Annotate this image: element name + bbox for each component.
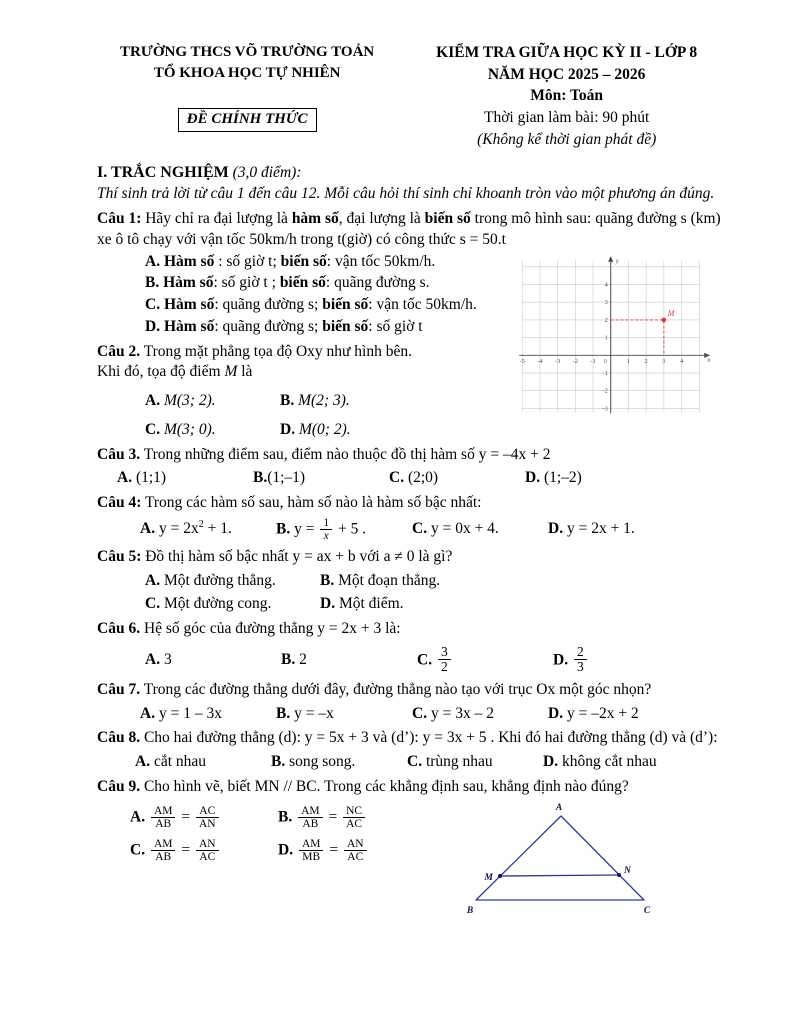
fraction: $\frac{2}{3}$	[574, 645, 587, 675]
section-title: I. TRẮC NGHIỆM	[97, 164, 229, 182]
option-a: A. $\frac{AM}{AB}$ = $\frac{AC}{AN}$	[130, 805, 278, 831]
question-8-text: Câu 8. Cho hai đường thẳng (d): y = 5x + 3 và (d’): y = 3x + 5 . Khi đó hai đường thẳng (d) và (d’):	[97, 729, 718, 747]
question-6-text: Câu 6. Hệ số góc của đường thẳng y = 2x + 3 là:	[97, 620, 401, 638]
option-c: C. $\frac{AM}{AB}$ = $\frac{AN}{AC}$	[130, 838, 278, 864]
question-6-options	[145, 643, 736, 676]
fraction: $\frac{AM}{AB}$	[151, 805, 176, 831]
triangle-diagram	[446, 800, 676, 918]
question-5-text: Câu 5: Đồ thị hàm số bậc nhất y = ax + b với a ≠ 0 là gì?	[97, 547, 453, 565]
coordinate-grid-figure	[514, 253, 736, 435]
option-c: C. y = 0x + 4.	[412, 520, 499, 538]
question-3-label: Câu 3.	[97, 445, 141, 463]
fraction: $\frac{AN}{AC}$	[344, 838, 367, 864]
point-m-label: M	[667, 308, 675, 318]
option-a: A. Hàm số : số giờ t; biến số: vận tốc 50km/h.	[145, 252, 436, 270]
department-name: TỔ KHOA HỌC TỰ NHIÊN	[153, 65, 341, 81]
svg-text:4: 4	[679, 357, 684, 365]
svg-text:-4: -4	[537, 357, 543, 365]
fraction: $\frac{NC}{AC}$	[343, 805, 365, 831]
option-a: A. (1;1)	[117, 469, 167, 487]
fraction: $\frac{AM}{MB}$	[299, 838, 324, 864]
coordinate-grid	[514, 253, 736, 435]
question-8	[97, 728, 736, 773]
point-n-label: N	[624, 865, 631, 876]
svg-text:2: 2	[604, 316, 608, 324]
option-c: C. M(3; 0).	[145, 420, 216, 438]
question-8-label: Câu 8.	[97, 729, 141, 747]
option-b: B.(1;–1)	[253, 469, 306, 487]
option-b: B. Hàm số: số giờ t ; biến số: quãng đường s.	[145, 274, 430, 292]
exam-title: KIỂM TRA GIỮA HỌC KỲ II - LỚP 8	[436, 44, 698, 61]
question-9	[97, 777, 736, 918]
svg-text:1: 1	[626, 357, 631, 365]
question-1-text: Câu 1: Hãy chỉ ra đại lượng là hàm số, đại lượng là biến số trong mô hình sau: quãng đường s (km) xe ô tô chạy với vận tốc 50km/h trong t(giờ) có công thức s = 50.t	[97, 209, 721, 248]
option-d: D. không cắt nhau	[543, 753, 657, 771]
option-a: A. M(3; 2).	[145, 392, 216, 410]
question-7-text: Câu 7. Trong các đường thẳng dưới đây, đường thẳng nào tạo với trục Ox một góc nhọn?	[97, 680, 652, 698]
option-b: B. Một đoạn thẳng.	[320, 571, 441, 589]
option-a: A. $y = 2x^2 + 1$.	[140, 519, 232, 538]
svg-text:-3: -3	[602, 404, 608, 412]
fraction: $\frac{3}{2}$	[438, 645, 451, 675]
option-b: B. 2	[281, 651, 307, 669]
option-d: D. $\frac{2}{3}$	[553, 646, 589, 676]
question-4-options	[140, 517, 736, 543]
question-2-label: Câu 2.	[97, 342, 141, 360]
option-a: A. y = 1 – 3x	[140, 704, 222, 722]
option-c: C. $\frac{3}{2}$	[417, 646, 553, 676]
school-year: NĂM HỌC 2025 – 2026	[487, 65, 646, 83]
option-d: D. y = –2x + 2	[548, 704, 639, 722]
question-6	[97, 619, 736, 676]
fraction: $\frac{AM}{AB}$	[298, 805, 323, 831]
option-d: D. M(0; 2).	[280, 420, 351, 438]
question-5	[97, 547, 736, 615]
question-7-label: Câu 7.	[97, 680, 141, 698]
exam-info-block	[397, 42, 736, 150]
duration-note: (Không kể thời gian phát đề)	[477, 130, 657, 148]
svg-text:2: 2	[644, 357, 648, 365]
question-3	[97, 445, 736, 490]
svg-text:-2: -2	[572, 357, 578, 365]
point-m-dot	[498, 874, 502, 878]
vertex-c-label: C	[643, 905, 651, 916]
triangle-labels	[466, 803, 651, 916]
option-a: A. Một đường thẳng.	[145, 571, 276, 589]
point-m-dot	[662, 317, 667, 322]
question-7	[97, 680, 736, 725]
option-c: C. y = 3x – 2	[412, 704, 494, 722]
duration-line: Thời gian làm bài: 90 phút	[483, 109, 650, 127]
question-4-text: Câu 4: Trong các hàm số sau, hàm số nào là hàm số bậc nhất:	[97, 494, 482, 512]
option-d: D. (1;–2)	[525, 469, 582, 487]
question-9-options-row2	[130, 838, 440, 864]
question-5-options-row1	[145, 571, 736, 592]
question-4	[97, 493, 736, 543]
y-axis-label: y	[615, 255, 619, 265]
option-b: B. $\frac{AM}{AB}$ = $\frac{NC}{AC}$	[278, 805, 426, 831]
fraction: $\frac{1}{x}$	[320, 517, 332, 543]
question-2-text-line2: Khi đó, tọa độ điểm M là	[97, 363, 253, 381]
option-a: A. 3	[145, 651, 172, 669]
option-c: C. (2;0)	[389, 469, 439, 487]
point-n-dot	[617, 873, 621, 877]
question-9-options-row1	[130, 805, 440, 831]
question-2-text-line1: Câu 2. Trong mặt phẳng tọa độ Oxy như hình bên.	[97, 342, 412, 360]
segment-mn	[500, 875, 619, 876]
x-tick-labels	[520, 358, 684, 365]
x-axis-label: x	[707, 354, 711, 364]
svg-text:-1: -1	[602, 369, 608, 377]
option-d: D. Hàm số: quãng đường s; biến số: số giờ t	[145, 317, 423, 335]
fraction: $\frac{AM}{AB}$	[151, 838, 176, 864]
option-a: A. cắt nhau	[135, 753, 207, 771]
svg-text:4: 4	[604, 280, 608, 288]
section-points: (3,0 điểm):	[232, 164, 302, 182]
svg-text:1: 1	[604, 334, 608, 342]
question-2-options-row1	[145, 391, 508, 412]
subject-line: Môn: Toán	[530, 87, 604, 105]
fraction: $\frac{AC}{AN}$	[196, 805, 219, 831]
exam-header	[97, 42, 736, 150]
origin-label: 0	[603, 357, 607, 365]
option-b: B. y = $\frac{1}{x}$ + 5 .	[276, 516, 367, 543]
option-d: D. Một điểm.	[320, 595, 404, 613]
question-3-text: Câu 3. Trong những điểm sau, điểm nào thuộc đồ thị hàm số y = –4x + 2	[97, 445, 551, 463]
question-5-options-row2	[145, 594, 736, 615]
question-3-options	[117, 468, 736, 489]
question-5-label: Câu 5:	[97, 547, 142, 565]
y-tick-labels	[602, 281, 608, 412]
option-d: D. y = 2x + 1.	[548, 520, 635, 538]
question-4-label: Câu 4:	[97, 494, 142, 512]
official-exam-stamp: ĐỀ CHÍNH THỨC	[178, 108, 317, 132]
option-b: B. y = –x	[276, 704, 334, 722]
svg-text:3: 3	[662, 357, 666, 365]
question-1-label: Câu 1:	[97, 209, 142, 227]
option-b: B. song song.	[271, 753, 356, 771]
option-c: C. Một đường cong.	[145, 595, 272, 613]
fraction: $\frac{AN}{AC}$	[196, 838, 219, 864]
svg-text:3: 3	[604, 298, 608, 306]
svg-text:-5: -5	[519, 357, 525, 365]
triangle-abc	[476, 816, 644, 900]
option-c: C. trùng nhau	[407, 753, 493, 771]
option-d: D. $\frac{AM}{MB}$ = $\frac{AN}{AC}$	[278, 838, 426, 864]
question-8-options	[135, 752, 736, 773]
y-axis-arrow-icon	[608, 255, 613, 261]
question-6-label: Câu 6.	[97, 620, 141, 638]
vertex-a-label: A	[555, 802, 563, 813]
question-7-options	[140, 704, 736, 725]
school-name: TRƯỜNG THCS VÕ TRƯỜNG TOẢN	[120, 44, 375, 60]
question-2-options-row2	[145, 420, 508, 441]
question-9-text: Câu 9. Cho hình vẽ, biết MN // BC. Trong các khẳng định sau, khẳng định nào đúng?	[97, 778, 629, 796]
section-1-heading	[97, 162, 736, 184]
option-c: C. Hàm số: quãng đường s; biến số: vận tốc 50km/h.	[145, 296, 477, 314]
section-instruction: Thí sinh trả lời từ câu 1 đến câu 12. Mỗi câu hỏi thí sinh chỉ khoanh tròn vào một phương án đúng.	[97, 185, 715, 203]
vertex-b-label: B	[466, 905, 474, 916]
svg-text:-3: -3	[554, 357, 561, 365]
school-block	[97, 42, 397, 132]
official-box-wrap	[97, 84, 397, 132]
svg-text:-1: -1	[590, 357, 596, 365]
point-m-label: M	[484, 872, 493, 883]
svg-text:-2: -2	[602, 387, 608, 395]
option-b: B. M(2; 3).	[280, 392, 350, 410]
triangle-figure	[446, 800, 676, 918]
question-9-label: Câu 9.	[97, 778, 141, 796]
